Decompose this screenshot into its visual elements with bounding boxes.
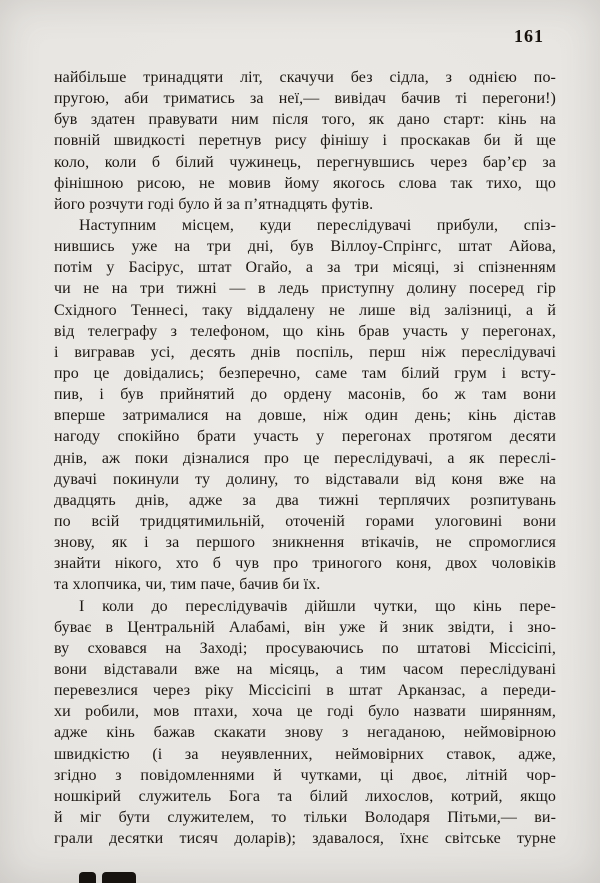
- text-line: І коли до переслідувачів дійшли чутки, що кінь пере-: [79, 597, 556, 615]
- text-line: згідно з повідомленнями й чутками, ці двоє, літній чор-: [54, 766, 556, 784]
- text-line: двадцять днів, адже за два тижні терплячих розпитувань: [54, 491, 556, 509]
- text-line: фінішною рисою, не мовив йому якогось слова так тихо, що: [54, 174, 556, 192]
- paragraph: [54, 67, 556, 215]
- text-line: і вигравав усі, десять днів поспіль, перш ніж переслідувачі: [54, 343, 556, 361]
- text-line: пругою, аби триматись за неї,— вивідач бачив ті перегони!): [54, 90, 556, 108]
- text-line: знайти нікого, хто б чув про триногого коня, двох чоловіків: [54, 555, 556, 573]
- text-line: та хлопчика, чи, тим паче, бачив би їх.: [54, 576, 321, 594]
- text-line: нагоду спокійно брати участь у перегонах протягом десяти: [54, 428, 556, 446]
- text-line: перевезлися через ріку Міссісіпі в штат Арканзас, а переди-: [54, 682, 556, 700]
- text-line: нившись уже на три дні, був Віллоу-Спрінгс, штат Айова,: [54, 238, 556, 256]
- page-number: 161: [514, 26, 544, 46]
- text-line: грали десятки тисяч доларів); здавалося, їхнє світське турне: [54, 830, 556, 848]
- text-line: найбільше тринадцяти літ, скачучи без сідла, з однією по-: [54, 69, 556, 86]
- text-line: адже кінь бажав скакати знову з негаданою, неймовірною: [54, 724, 556, 742]
- text-line: потім у Басірус, штат Огайо, а за три місяці, зі спізненням: [54, 259, 556, 277]
- text-line: повній швидкості перетнув рису фінішу і проскакав би й ще: [54, 132, 556, 150]
- text-line: чи не на три тижні — в ледь приступну долину посеред гір: [54, 280, 556, 298]
- text-line: пив, і був прийнятий до ордену масонів, бо ж там вони: [54, 386, 556, 404]
- text-line: вони відставали вже на місяць, а тим часом переслідувані: [54, 660, 556, 678]
- text-line: дувачі покинули ту долину, то відставали від коня вже на: [54, 470, 556, 488]
- page-text: [54, 67, 556, 849]
- paragraph: [54, 596, 556, 850]
- text-line: по всій тридцятимильній, оточеній горами улоговині вони: [54, 512, 556, 530]
- text-line: ву сховався на Заході; просуваючись по штатові Міссісіпі,: [54, 639, 556, 657]
- text-line: Наступним місцем, куди переслідувачі прибули, спіз-: [79, 216, 556, 234]
- text-line: знову, як і за першого зникнення втікачів, не спромоглися: [54, 534, 556, 552]
- text-line: про це довідались; безперечно, саме там білий грум і всту-: [54, 364, 556, 382]
- text-line: ношкірий служитель Бога та білий лихослов, котрий, якщо: [54, 787, 556, 805]
- text-line: коло, коли б білий чужинець, перегнувшись через бар’єр за: [54, 153, 556, 171]
- text-line: хи робили, мов птахи, хоча це годі було назвати ширянням,: [54, 703, 556, 721]
- smudge-mark: [102, 872, 136, 883]
- text-line: швидкістю (і за неуявленних, неймовірних ставок, адже,: [54, 745, 556, 763]
- text-line: вперше затрималися на довше, ніж один день; кінь дістав: [54, 407, 556, 425]
- paragraph: [54, 215, 556, 596]
- smudge-mark: [79, 872, 96, 883]
- text-line: Східного Теннесі, таку віддалену не лише від залізниці, а й: [54, 301, 556, 319]
- text-line: від телеграфу з телефоном, що кінь брав участь у перегонах,: [54, 322, 556, 340]
- text-line: буває в Центральній Алабамі, він уже й зник звідти, і зно-: [54, 618, 556, 636]
- text-line: днів, аж поки дізналися про це переслідувачі, а як переслі-: [54, 449, 556, 467]
- text-line: й міг бути служителем, то тільки Володаря Пітьми,— ви-: [54, 808, 556, 826]
- scan-artifact: [79, 869, 137, 883]
- text-line: його розчути годі було й за п’ятнадцять футів.: [54, 195, 374, 213]
- text-line: був здатен правувати ним після того, як дано старт: кінь на: [54, 111, 556, 129]
